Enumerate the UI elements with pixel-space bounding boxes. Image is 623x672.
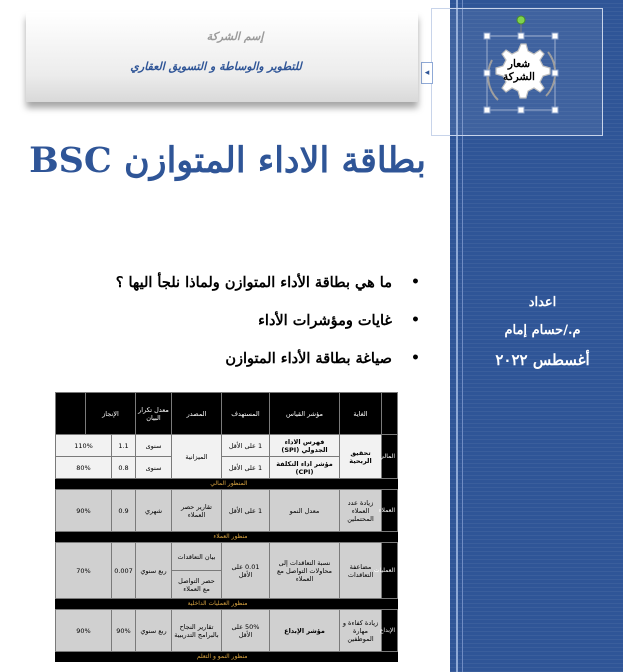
bullet-item: • ما هي بطاقة الأداء المتوازن ولماذا نلجأ اليها ؟ — [40, 274, 420, 312]
logo-label — [497, 58, 541, 84]
author-name: م./حسام إمام — [504, 323, 581, 338]
header-achievement: الإنجاز — [85, 393, 135, 435]
abs-cpi: 0.8 — [112, 457, 136, 479]
company-subtitle: للتطوير والوساطة و التسويق العقاري — [130, 60, 302, 73]
company-card — [26, 12, 418, 102]
separator-learning: منظور النمو و التعلم — [55, 652, 397, 663]
header-spacer — [55, 393, 85, 435]
header-goal: الغاية — [340, 393, 382, 435]
collapse-arrow-icon[interactable]: ◂ — [421, 62, 433, 84]
measure-spi: فهرس الاداء الجدولي (SPI) — [270, 435, 340, 457]
perspective-financial: المالي — [382, 435, 398, 479]
header-source: المصدر — [172, 393, 222, 435]
perspective-customer: العملاء — [382, 490, 398, 532]
separator-process: منظور العمليات الداخلية — [55, 599, 397, 610]
target-cpi: 1 على الأقل — [222, 457, 270, 479]
logo-label-line2: الشركة — [503, 71, 535, 83]
pct-process: 70% — [55, 543, 111, 599]
logo-label-line1: شعار — [507, 58, 531, 70]
goal-customer: زيادة عدد العملاء المحتملين — [340, 490, 382, 532]
freq-learning: ربع سنوي — [136, 610, 172, 652]
target-customer: 1 على الأقل — [222, 490, 270, 532]
source-financial: الميزانية — [172, 435, 222, 479]
target-learning: 50% على الأقل — [222, 610, 270, 652]
page-title: بطاقة الاداء المتوازن BSC — [29, 140, 426, 181]
perspective-process: العمليات — [382, 543, 398, 599]
freq-process: ربع سنوي — [136, 543, 172, 599]
pct-customer: 90% — [55, 490, 111, 532]
measure-learning: مؤشر الإبداع — [270, 610, 340, 652]
bsc-table — [56, 392, 398, 659]
header-measure: مؤشر القياس — [270, 393, 340, 435]
source-process-2: حصر التواصل مع العملاء — [172, 571, 222, 599]
perspective-learning: الإبداع — [382, 610, 398, 652]
goal-process: مضاعفة التعاقدات — [340, 543, 382, 599]
freq-spi: سنوى — [136, 435, 172, 457]
pct-spi: 110% — [55, 435, 111, 457]
bullet-item: • غايات ومؤشرات الأداء — [40, 312, 420, 350]
abs-customer: 0.9 — [112, 490, 136, 532]
abs-learning: 90% — [112, 610, 136, 652]
pct-cpi: 80% — [55, 457, 111, 479]
abs-spi: 1.1 — [112, 435, 136, 457]
header-target: المستهدف — [222, 393, 270, 435]
company-name: إسم الشركة — [206, 30, 264, 43]
header-frequency: معدل تكرار البيان — [136, 393, 172, 435]
source-customer: تقارير حصر العملاء — [172, 490, 222, 532]
header-perspective — [382, 393, 398, 435]
bullet-item: • صياغة بطاقة الأداء المتوازن — [40, 350, 420, 388]
author-block — [470, 295, 615, 382]
goal-financial: تحقيق الربحية — [340, 435, 382, 479]
separator-customer: منظور العملاء — [55, 532, 397, 543]
bullet-list — [40, 274, 420, 388]
target-process: 0.01 على الأقل — [222, 543, 270, 599]
abs-process: 0.007 — [112, 543, 136, 599]
freq-cpi: سنوى — [136, 457, 172, 479]
separator-financial: المنظور المالي — [55, 479, 397, 490]
source-process-1: بيان التعاقدات — [172, 543, 222, 571]
measure-cpi: مؤشر اداء التكلفة (CPI) — [270, 457, 340, 479]
author-date: أغسطس ٢٠٢٢ — [495, 351, 590, 369]
freq-customer: شهري — [136, 490, 172, 532]
source-learning: تقارير النجاح بالبرامج التدريبية — [172, 610, 222, 652]
measure-process: نسبة التعاقدات إلى محاولات التواصل مع العملاء — [270, 543, 340, 599]
prepared-label: اعداد — [528, 295, 557, 310]
measure-customer: معدل النمو — [270, 490, 340, 532]
pct-learning: 90% — [55, 610, 111, 652]
target-spi: 1 على الأقل — [222, 435, 270, 457]
goal-learning: زيادة كفاءة و مهارة الموظفين — [340, 610, 382, 652]
